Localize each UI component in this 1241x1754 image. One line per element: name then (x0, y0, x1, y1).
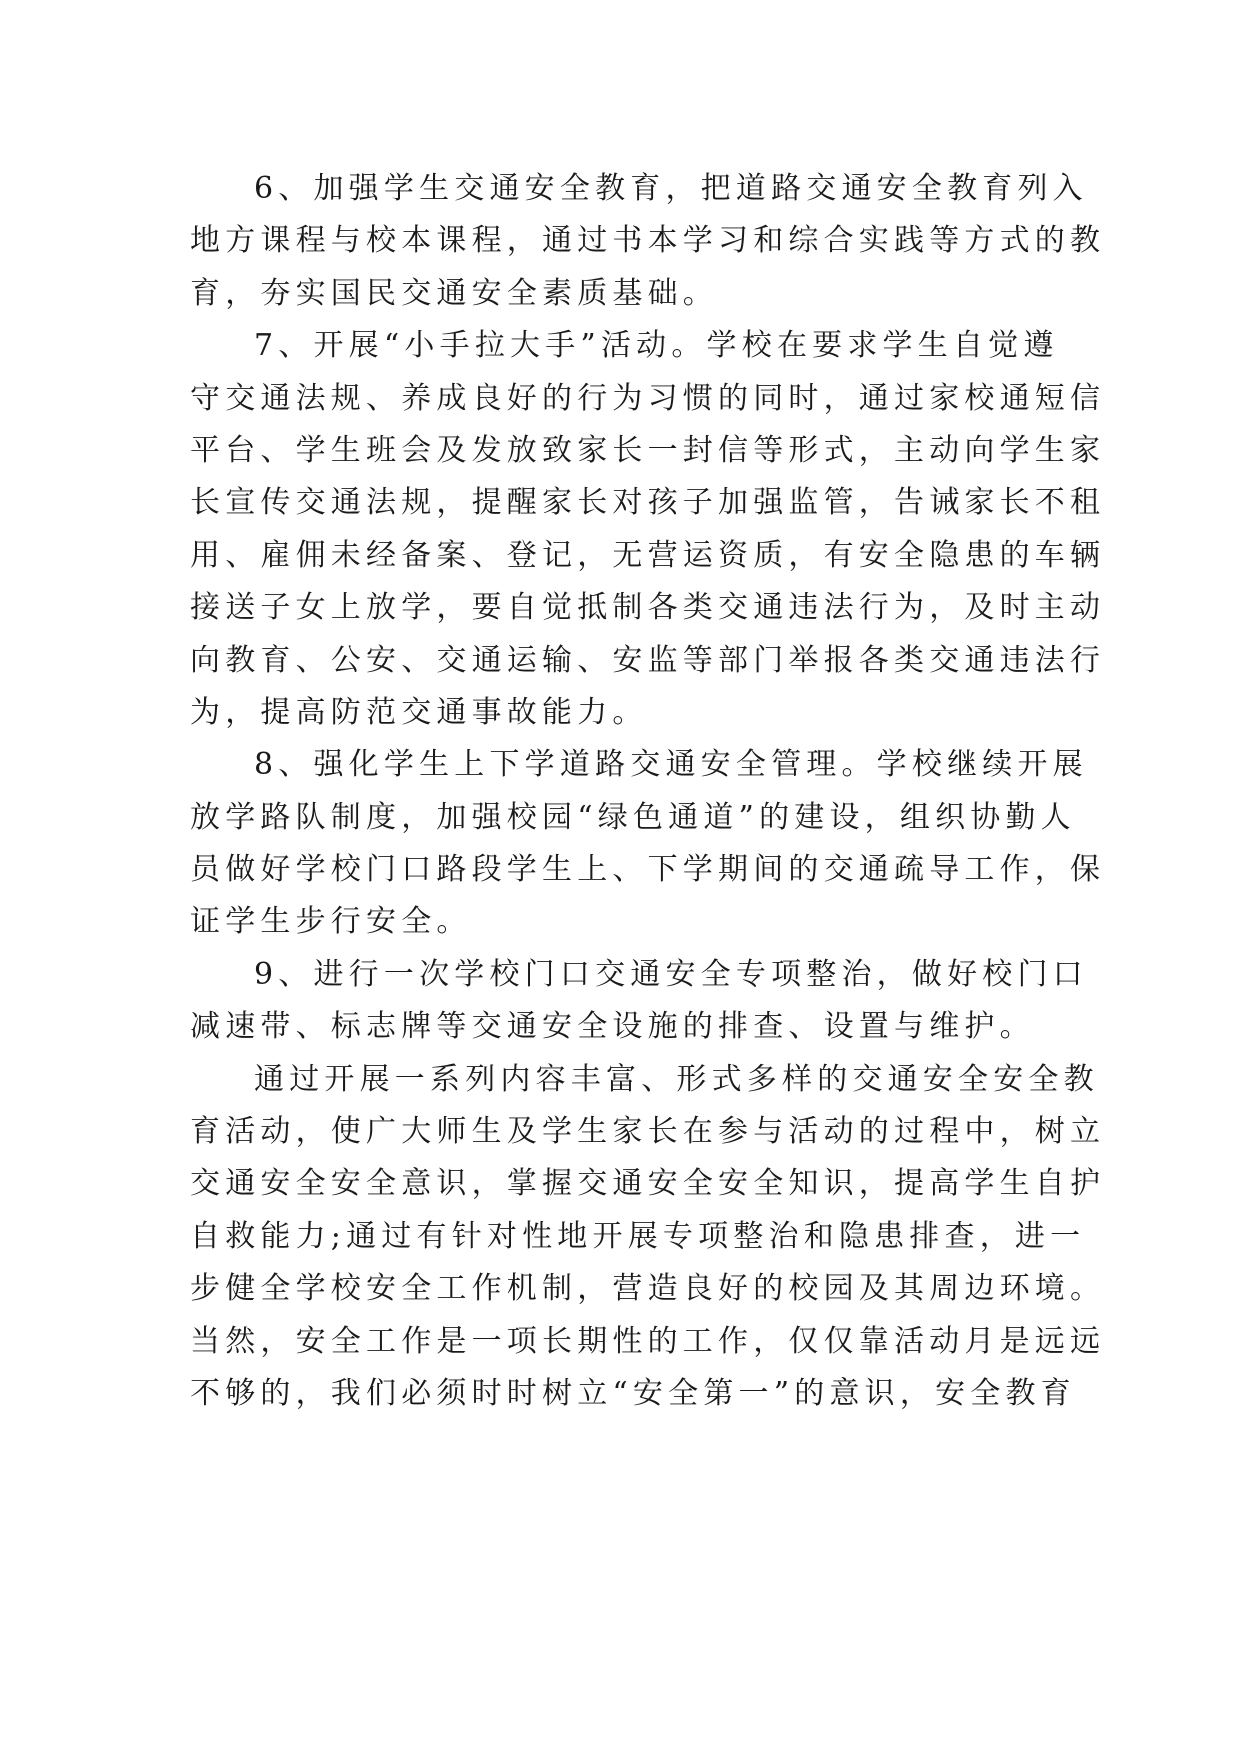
text-line: 为，提高防范交通事故能力。 (190, 694, 648, 730)
text-line: 交通安全安全意识，掌握交通安全安全知识，提高学生自护 (190, 1166, 1106, 1202)
text-line: 长宣传交通法规，提醒家长对孩子加强监管，告诫家长不租 (190, 485, 1106, 521)
text-line: 守交通法规、养成良好的行为习惯的同时，通过家校通短信 (190, 380, 1106, 416)
text-line: 6、加强学生交通安全教育，把道路交通安全教育列入 (254, 171, 1088, 206)
text-line: 步健全学校安全工作机制，营造良好的校园及其周边环境。 (190, 1271, 1106, 1307)
text-line: 向教育、公安、交通运输、安监等部门举报各类交通违法行 (190, 642, 1106, 678)
text-line: 证学生步行安全。 (190, 904, 472, 940)
text-line: 接送子女上放学，要自觉抵制各类交通违法行为，及时主动 (190, 590, 1106, 626)
body-text (190, 163, 1106, 1420)
text-line: 育活动，使广大师生及学生家长在参与活动的过程中，树立 (190, 1114, 1106, 1150)
text-line: 平台、学生班会及发放致家长一封信等形式，主动向学生家 (190, 432, 1106, 468)
text-line: 自救能力;通过有针对性地开展专项整治和隐患排查，进一 (190, 1218, 1086, 1254)
text-line: 7、开展“小手拉大手”活动。学校在要求学生自觉遵 (254, 328, 1059, 364)
text-line: 放学路队制度，加强校园“绿色通道”的建设，组织协勤人 (190, 799, 1076, 835)
text-line: 8、强化学生上下学道路交通安全管理。学校继续开展 (254, 747, 1088, 783)
text-line: 用、雇佣未经备案、登记，无营运资质，有安全隐患的车辆 (190, 537, 1106, 573)
text-line: 减速带、标志牌等交通安全设施的排查、设置与维护。 (190, 1009, 1035, 1045)
text-line: 地方课程与校本课程，通过书本学习和综合实践等方式的教 (190, 223, 1106, 259)
text-line: 通过开展一系列内容丰富、形式多样的交通安全安全教 (254, 1061, 1099, 1097)
text-line: 育，夯实国民交通安全素质基础。 (190, 275, 718, 311)
text-line: 不够的，我们必须时时树立“安全第一”的意识，安全教育 (190, 1375, 1076, 1411)
text-line: 当然，安全工作是一项长期性的工作，仅仅靠活动月是远远 (190, 1323, 1106, 1359)
text-line: 员做好学校门口路段学生上、下学期间的交通疏导工作，保 (190, 852, 1106, 888)
text-line: 9、进行一次学校门口交通安全专项整治，做好校门口 (254, 956, 1088, 992)
